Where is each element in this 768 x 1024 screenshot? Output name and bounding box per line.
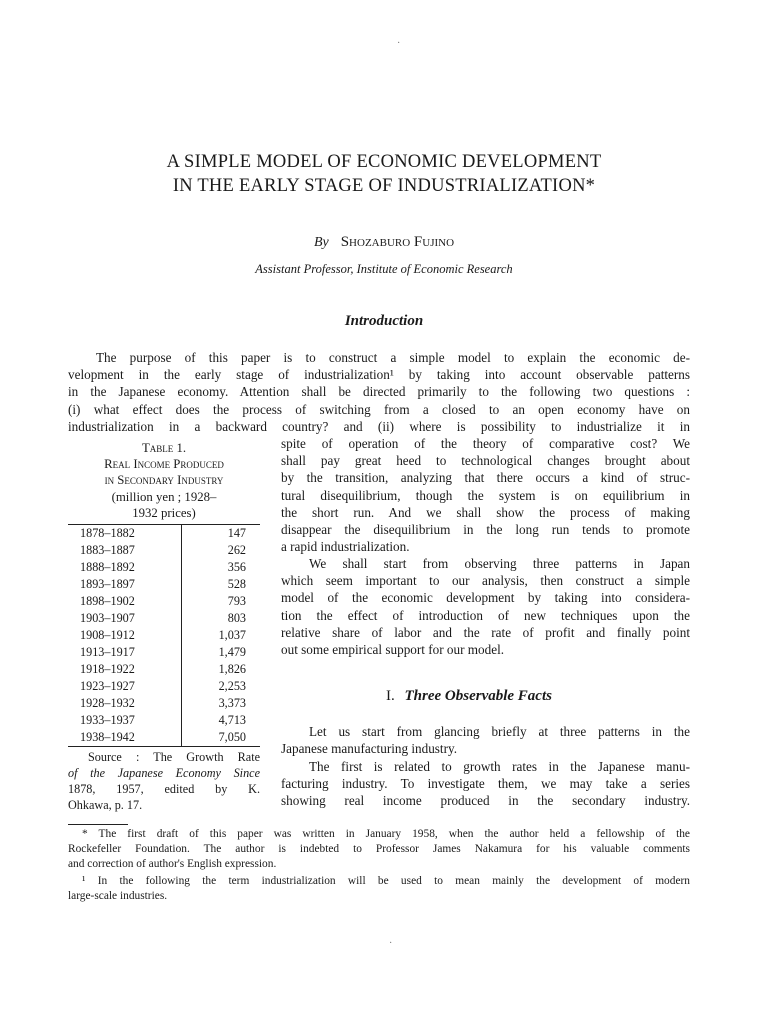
table-body: [68, 525, 260, 746]
income-cell: 3,373: [182, 695, 260, 712]
intro-line: (i) what effect does the process of switching from a closed to an open economy have on: [68, 401, 690, 417]
text-line: which seem important to our analysis, then construct a simple: [281, 573, 690, 589]
stray-mark-top: ·: [397, 38, 401, 49]
byline-by: By: [313, 235, 329, 250]
income-cell: 147: [182, 525, 260, 542]
income-cell: 1,037: [182, 627, 260, 644]
text-line: showing real income produced in the secondary industry.: [281, 793, 690, 809]
footnote-line: * The first draft of this paper was written in January 1958, when the author held a fellowship of the: [82, 828, 690, 840]
text-line: model of the economic development by taking into considera-: [281, 590, 690, 606]
text-line: disappear the disequilibrium in the long run tends to promote: [281, 521, 690, 537]
title-line-2: IN THE EARLY STAGE OF INDUSTRIALIZATION*: [172, 176, 596, 196]
period-cell: 1918–1922: [80, 662, 135, 677]
table-row: [68, 542, 260, 559]
right-column-paragraph-1: [281, 435, 690, 555]
table-row: [68, 576, 260, 593]
byline: [0, 234, 768, 251]
table-caption-title: in Secondary Industry: [104, 473, 224, 488]
table-bottom-rule: [68, 746, 260, 747]
intro-paragraph: [68, 349, 690, 435]
table-row: [68, 610, 260, 627]
table-row: [68, 695, 260, 712]
intro-line: velopment in the early stage of industrialization¹ by taking into account observable patterns: [68, 367, 690, 383]
section-title: Three Observable Facts: [404, 688, 552, 704]
income-cell: 262: [182, 542, 260, 559]
text-line: a rapid industrialization.: [281, 539, 410, 555]
period-cell: 1913–1917: [80, 645, 135, 660]
income-cell: 4,713: [182, 712, 260, 729]
footnotes: [68, 827, 690, 904]
footnote-line: and correction of author's English expression.: [68, 858, 277, 870]
table-caption-title: Real Income Produced: [104, 457, 224, 472]
table-row: [68, 712, 260, 729]
intro-line: The purpose of this paper is to construct a simple model to explain the economic de-: [96, 350, 690, 365]
table-row: [68, 627, 260, 644]
period-cell: 1878–1882: [80, 526, 135, 541]
table-1: [68, 440, 260, 813]
text-line: shall pay great heed to technological changes brought about: [281, 453, 690, 469]
period-cell: 1923–1927: [80, 679, 135, 694]
period-cell: 1933–1937: [80, 713, 135, 728]
right-column-paragraph-4: [281, 758, 690, 810]
table-source: [68, 749, 260, 813]
income-cell: 2,253: [182, 678, 260, 695]
table-row: [68, 593, 260, 610]
intro-line: in the Japanese economy. Attention shall be directed primarily to the following two questions :: [68, 384, 690, 400]
source-label: Source : The Growth Rate: [88, 750, 260, 765]
section-heading-one: [386, 688, 552, 705]
paper-title: [0, 150, 768, 198]
period-cell: 1898–1902: [80, 594, 135, 609]
income-cell: 528: [182, 576, 260, 593]
table-row: [68, 661, 260, 678]
table-caption-units: (million yen ; 1928–: [111, 489, 217, 504]
footnote-line: Rockefeller Foundation. The author is indebted to Professor James Nakamura for his valuable comments: [68, 843, 690, 855]
stray-mark-bottom: ·: [389, 938, 393, 949]
text-line: relative share of labor and the rate of profit and finally point: [281, 624, 690, 640]
section-number: I.: [386, 688, 395, 704]
text-line: out some empirical support for our model.: [281, 641, 505, 657]
text-line: The first is related to growth rates in the Japanese manu-: [309, 759, 690, 774]
period-cell: 1938–1942: [80, 730, 135, 745]
source-line: [68, 749, 260, 765]
table-caption: [68, 440, 260, 521]
text-line: Let us start from glancing briefly at three patterns in the: [309, 724, 690, 739]
period-cell: 1888–1892: [80, 560, 135, 575]
text-line: tural disequilibrium, though the system is on equilibrium in: [281, 487, 690, 503]
period-cell: 1903–1907: [80, 611, 135, 626]
table-caption-units: 1932 prices): [132, 505, 196, 520]
section-heading-introduction: Introduction: [344, 313, 424, 329]
source-line: of the Japanese Economy Since: [68, 766, 260, 781]
table-caption-label: Table 1.: [141, 441, 187, 455]
table-row: [68, 678, 260, 695]
text-line: by the transition, analyzing that there occurs a kind of struc-: [281, 470, 690, 486]
text-line: We shall start from observing three patterns in Japan: [309, 556, 690, 571]
footnote-rule: [68, 824, 128, 825]
income-cell: 793: [182, 593, 260, 610]
footnote-line: large-scale industries.: [68, 890, 168, 902]
right-column-paragraph-3: [281, 723, 690, 757]
text-line: tion the effect of introduction of new techniques upon the: [281, 607, 690, 623]
right-column-paragraph-2: [281, 555, 690, 658]
source-line: 1878, 1957, edited by K.: [68, 782, 260, 797]
period-cell: 1883–1887: [80, 543, 135, 558]
income-cell: 7,050: [182, 729, 260, 746]
table-row: [68, 525, 260, 542]
source-line: Ohkawa, p. 17.: [68, 798, 143, 813]
period-cell: 1908–1912: [80, 628, 135, 643]
text-line: the short run. And we shall show the process of making: [281, 504, 690, 520]
text-line: facturing industry. To investigate them, we may take a series: [281, 776, 690, 792]
table-row: [68, 729, 260, 746]
text-line: Japanese manufacturing industry.: [281, 741, 458, 757]
footnote-line: ¹ In the following the term industrialization will be used to mean mainly the development of modern: [82, 875, 690, 887]
income-cell: 356: [182, 559, 260, 576]
intro-line: industrialization in a backward country? and (ii) where is possibility to industrialize it in: [68, 418, 690, 434]
text-line: spite of operation of the theory of comparative cost? We: [281, 436, 690, 451]
income-cell: 1,826: [182, 661, 260, 678]
author-affiliation: Assistant Professor, Institute of Economic Research: [255, 262, 513, 276]
author-name: Shozaburo Fujino: [340, 234, 455, 250]
title-line-1: A SIMPLE MODEL OF ECONOMIC DEVELOPMENT: [166, 152, 602, 172]
period-cell: 1893–1897: [80, 577, 135, 592]
table-row: [68, 644, 260, 661]
period-cell: 1928–1932: [80, 696, 135, 711]
income-cell: 1,479: [182, 644, 260, 661]
income-cell: 803: [182, 610, 260, 627]
table-row: [68, 559, 260, 576]
